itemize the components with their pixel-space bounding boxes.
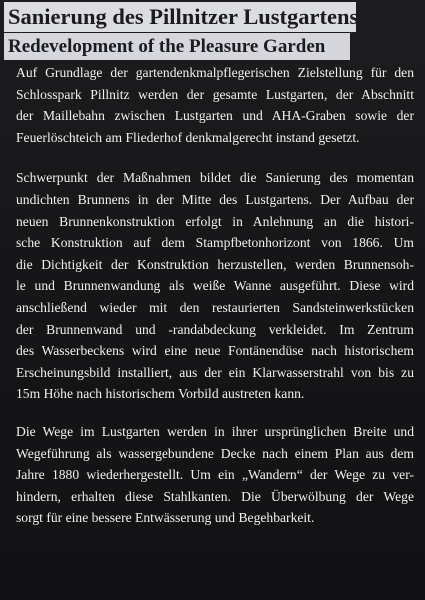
text-line: anschließend wieder mit den restaurierten Sandsteinwerkstücken	[16, 299, 414, 315]
paragraph-3	[16, 421, 414, 529]
sign-title: Sanierung des Pillnitzer Lustgartens	[4, 2, 356, 32]
text-line: Schwerpunkt der Maßnahmen bildet die Sanierung des momentan	[16, 170, 414, 186]
text-line: Schlosspark Pillnitz werden der gesamte Lustgarten, der Abschnitt	[16, 86, 414, 102]
text-line: Die Wege im Lustgarten werden in ihrer ursprünglichen Breite und	[16, 423, 414, 439]
text-line: hindern, erhalten diese Stahlkanten. Die Überwölbung der Wege	[16, 488, 414, 504]
sign-body	[16, 62, 414, 529]
paragraph-2	[16, 167, 414, 405]
text-line: sorgt für eine bessere Entwässerung und Begehbarkeit.	[16, 510, 315, 526]
text-line: der Brunnenwand und -randabdeckung verkleidet. Im Zentrum	[16, 321, 414, 337]
paragraph-1	[16, 62, 414, 148]
text-line: 15m Höhe nach historischem Vorbild austreten kann.	[16, 386, 305, 402]
text-line: Feuerlöschteich am Fliederhof denkmalgerecht instand gesetzt.	[16, 129, 360, 145]
text-line: le und Brunnenwandung als weiße Wanne ausgeführt. Diese wird	[16, 278, 414, 294]
text-line: Erscheinungsbild installiert, aus der ein Klarwasserstrahl von bis zu	[16, 364, 414, 380]
text-line: Jahre 1880 wiederhergestellt. Um ein „Wandern“ der Wege zu ver-	[16, 467, 414, 483]
text-line: neuen Brunnenkonstruktion erfolgt in Anlehnung an die histori-	[16, 213, 414, 229]
text-line: die Dichtigkeit der Konstruktion herzustellen, werden Brunnensoh-	[16, 256, 414, 272]
text-line: des Wasserbeckens wird eine neue Fontänendüse nach historischem	[16, 343, 414, 359]
text-line: Wegeführung als wassergebundene Decke nach einem Plan aus dem	[16, 445, 414, 461]
sign-subtitle: Redevelopment of the Pleasure Garden	[4, 33, 350, 60]
text-line: undichten Brunnens in der Mitte des Lustgartens. Der Aufbau der	[16, 191, 414, 207]
text-line: Auf Grundlage der gartendenkmalpflegerischen Zielstellung für den	[16, 65, 414, 80]
text-line: sche Konstruktion auf dem Stampfbetonhorizont von 1866. Um	[16, 235, 414, 251]
text-line: der Maillebahn zwischen Lustgarten und AHA-Graben sowie der	[16, 108, 414, 124]
